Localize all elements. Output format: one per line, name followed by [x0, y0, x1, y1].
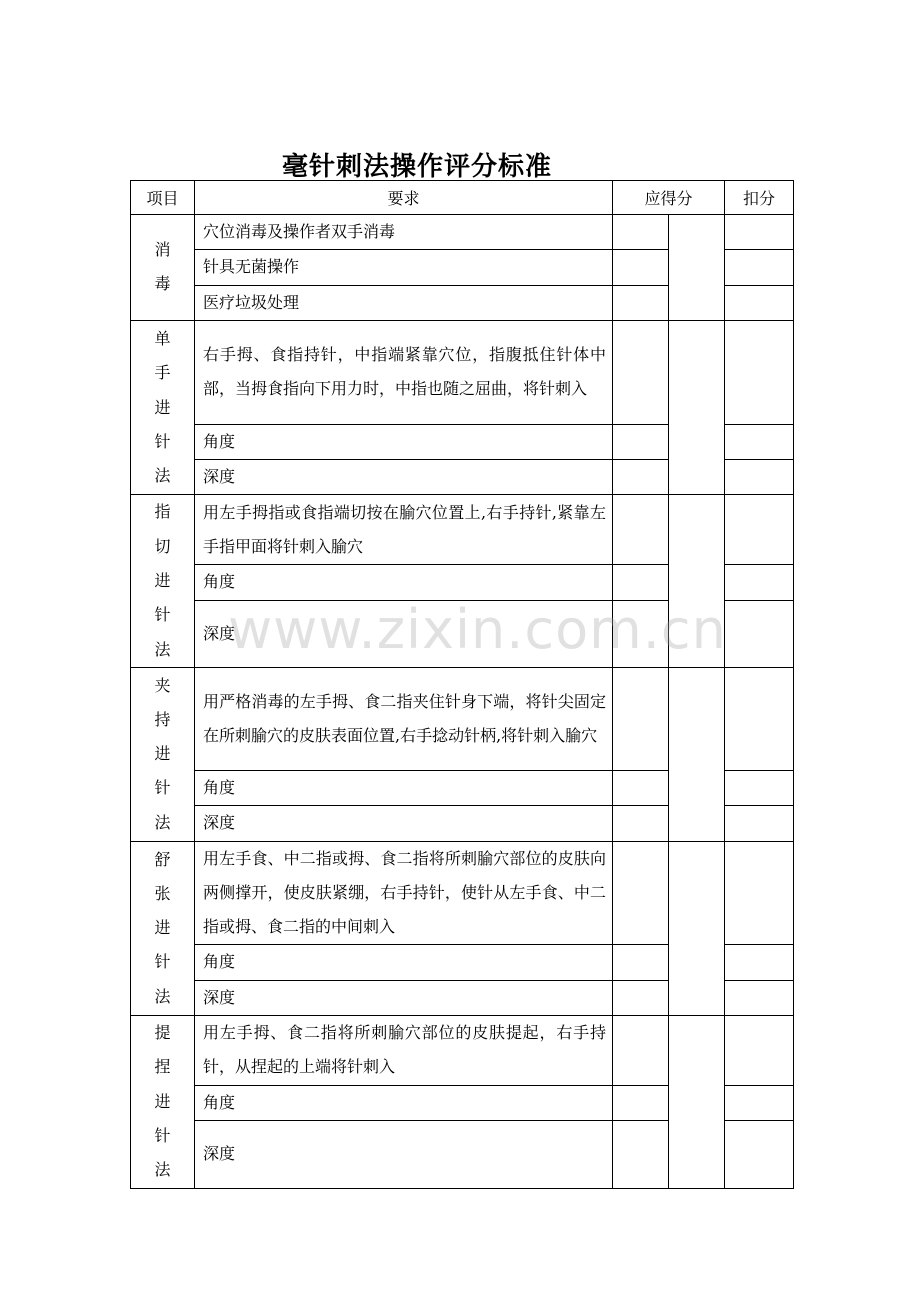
- score-cell[interactable]: [613, 285, 669, 320]
- deduct-cell[interactable]: [725, 1121, 794, 1188]
- deduct-cell[interactable]: [725, 495, 794, 565]
- requirement-cell: 针具无菌操作: [195, 250, 613, 285]
- requirement-cell: 用严格消毒的左手拇、食二指夹住针身下端，将针尖固定在所刺腧穴的皮肤表面位置,右手捻动针柄,将针刺入腧穴: [195, 667, 613, 770]
- header-item: 项目: [131, 181, 195, 215]
- scoring-table: [130, 180, 794, 1189]
- table-row: [131, 320, 794, 424]
- deduct-cell[interactable]: [725, 770, 794, 805]
- deduct-cell[interactable]: [725, 600, 794, 667]
- requirement-cell: 角度: [195, 770, 613, 805]
- table-row: [131, 667, 794, 770]
- deduct-cell[interactable]: [725, 565, 794, 600]
- score-cell[interactable]: [613, 1121, 669, 1188]
- page-title: 毫针刺法操作评分标准: [281, 152, 552, 182]
- category-cell: 指 切 进 针 法: [131, 495, 195, 667]
- deduct-cell[interactable]: [725, 460, 794, 495]
- requirement-cell: 用左手拇、食二指将所刺腧穴部位的皮肤提起，右手持针，从捏起的上端将针刺入: [195, 1016, 613, 1086]
- table-row: [131, 215, 794, 250]
- header-deduct: 扣分: [725, 181, 794, 215]
- requirement-cell: 深度: [195, 600, 613, 667]
- requirement-cell: 角度: [195, 424, 613, 459]
- deduct-cell[interactable]: [725, 250, 794, 285]
- score-cell[interactable]: [613, 600, 669, 667]
- score-cell[interactable]: [613, 320, 669, 424]
- requirement-cell: 角度: [195, 945, 613, 980]
- requirement-cell: 穴位消毒及操作者双手消毒: [195, 215, 613, 250]
- deduct-cell[interactable]: [725, 285, 794, 320]
- requirement-cell: 深度: [195, 1121, 613, 1188]
- score-cell[interactable]: [613, 424, 669, 459]
- score-cell[interactable]: [613, 215, 669, 250]
- deduct-cell[interactable]: [725, 320, 794, 424]
- score-cell[interactable]: [613, 667, 669, 770]
- score-cell[interactable]: [613, 770, 669, 805]
- deduct-cell[interactable]: [725, 1016, 794, 1086]
- category-cell: 单 手 进 针 法: [131, 320, 195, 495]
- score-cell[interactable]: [613, 565, 669, 600]
- section-score-cell[interactable]: [669, 495, 725, 667]
- deduct-cell[interactable]: [725, 667, 794, 770]
- category-cell: 消 毒: [131, 215, 195, 321]
- deduct-cell[interactable]: [725, 215, 794, 250]
- score-cell[interactable]: [613, 460, 669, 495]
- score-cell[interactable]: [613, 250, 669, 285]
- deduct-cell[interactable]: [725, 806, 794, 841]
- requirement-cell: 角度: [195, 565, 613, 600]
- table-row: [131, 495, 794, 565]
- score-cell[interactable]: [613, 1085, 669, 1120]
- table-row: [131, 1016, 794, 1086]
- score-cell[interactable]: [613, 841, 669, 945]
- header-score: 应得分: [613, 181, 725, 215]
- category-cell: 夹 持 进 针 法: [131, 667, 195, 841]
- section-score-cell[interactable]: [669, 841, 725, 1015]
- category-cell: 提 捏 进 针 法: [131, 1016, 195, 1188]
- score-cell[interactable]: [613, 495, 669, 565]
- score-cell[interactable]: [613, 980, 669, 1015]
- deduct-cell[interactable]: [725, 945, 794, 980]
- requirement-cell: 医疗垃圾处理: [195, 285, 613, 320]
- requirement-cell: 深度: [195, 806, 613, 841]
- requirement-cell: 用左手拇指或食指端切按在腧穴位置上,右手持针,紧靠左手指甲面将针刺入腧穴: [195, 495, 613, 565]
- score-cell[interactable]: [613, 1016, 669, 1086]
- requirement-cell: 深度: [195, 460, 613, 495]
- deduct-cell[interactable]: [725, 1085, 794, 1120]
- requirement-cell: 深度: [195, 980, 613, 1015]
- deduct-cell[interactable]: [725, 980, 794, 1015]
- watermark: www.zixin.com.cn: [228, 598, 727, 661]
- requirement-cell: 用左手食、中二指或拇、食二指将所刺腧穴部位的皮肤向两侧撑开，使皮肤紧绷，右手持针，使针从左手食、中二指或拇、食二指的中间刺入: [195, 841, 613, 945]
- deduct-cell[interactable]: [725, 841, 794, 945]
- table-row: [131, 841, 794, 945]
- category-cell: 舒 张 进 针 法: [131, 841, 195, 1015]
- requirement-cell: 角度: [195, 1085, 613, 1120]
- section-score-cell[interactable]: [669, 667, 725, 841]
- requirement-cell: 右手拇、食指持针，中指端紧靠穴位，指腹抵住针体中部，当拇食指向下用力时，中指也随之屈曲，将针刺入: [195, 320, 613, 424]
- section-score-cell[interactable]: [669, 215, 725, 321]
- section-score-cell[interactable]: [669, 1016, 725, 1188]
- section-score-cell[interactable]: [669, 320, 725, 495]
- score-cell[interactable]: [613, 945, 669, 980]
- score-cell[interactable]: [613, 806, 669, 841]
- table-header-row: [131, 181, 794, 215]
- header-requirement: 要求: [195, 181, 613, 215]
- deduct-cell[interactable]: [725, 424, 794, 459]
